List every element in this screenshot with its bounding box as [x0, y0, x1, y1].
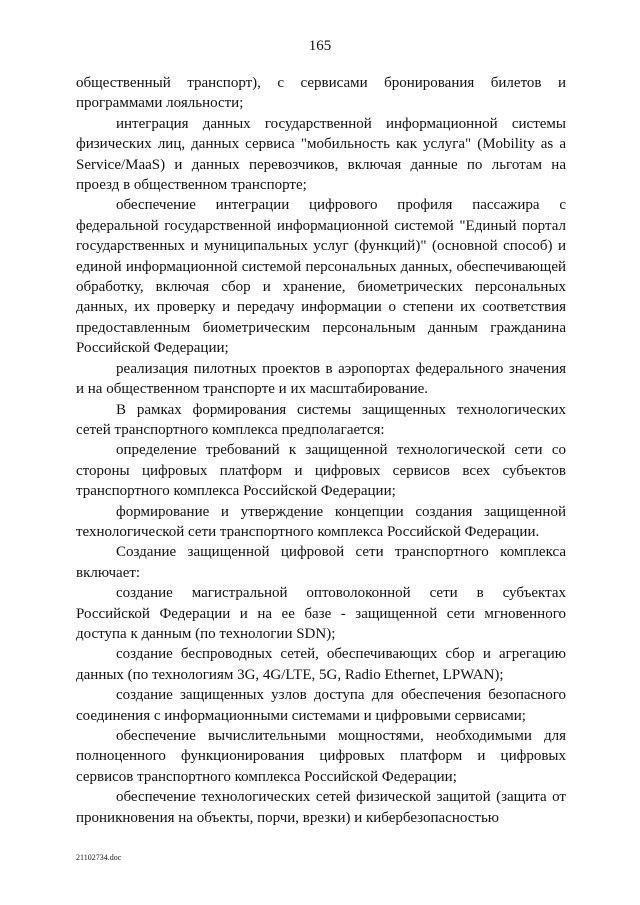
- paragraph: создание беспроводных сетей, обеспечивающих сбор и агрегацию данных (по технологиям 3G, 4G/LTE, 5G, Radio Ethernet, LPWAN);: [76, 646, 566, 683]
- paragraph: реализация пилотных проектов в аэропортах федерального значения и на общественном транспорте и их масштабирование.: [76, 360, 566, 398]
- paragraph-continued: общественный транспорт), с сервисами бронирования билетов и программами лояльности;: [76, 75, 566, 112]
- paragraph: обеспечение технологических сетей физической защитой (защита от проникновения на объекты, порчи, врезки) и кибербезопасностью: [76, 789, 566, 826]
- file-name-footer: 21102734.doc: [76, 853, 122, 862]
- paragraph: формирование и утверждение концепции создания защищенной технологической сети транспортного комплекса Российской Федерации.: [76, 503, 566, 540]
- paragraph: создание магистральной оптоволоконной сети в субъектах Российской Федерации и на ее базе - защищенной сети мгновенного доступа к данным (по технологии SDN);: [76, 585, 566, 642]
- paragraph: определение требований к защищенной технологической сети со стороны цифровых платформ и цифровых сервисов всех субъектов транспортного комплекса Российской Федерации;: [76, 442, 566, 500]
- paragraph: создание защищенных узлов доступа для обеспечения безопасного соединения с информационными системами и цифровыми сервисами;: [76, 687, 566, 724]
- paragraph: обеспечение интеграции цифрового профиля пассажира с федеральной государственной информационной системой "Единый портал государственных и муниципальных услуг (функций)" (основной способ) и единой информационной системой персональных данных, обеспечивающей обработку, включая сбор и хранение, биометрических персональных данных, их проверку и передачу информации о степени их соответствия предоставленным биометрическим персональным данным гражданина Российской Федерации;: [76, 197, 566, 357]
- paragraph: обеспечение вычислительными мощностями, необходимыми для полноценного функционирования цифровых платформ и цифровых сервисов транспортного комплекса Российской Федерации;: [76, 728, 566, 785]
- paragraph: В рамках формирования системы защищенных технологических сетей транспортного комплекса предполагается:: [76, 401, 566, 438]
- page-number: 165: [308, 38, 332, 54]
- paragraph: интеграция данных государственной информационной системы физических лиц, данных сервиса "мобильность как услуга" (Mobility as a Service/MaaS) и данных перевозчиков, включая данные по льготам на проезд в общественном транспорте;: [76, 115, 566, 194]
- paragraph: Создание защищенной цифровой сети транспортного комплекса включает:: [76, 544, 566, 581]
- document-body: [76, 73, 566, 828]
